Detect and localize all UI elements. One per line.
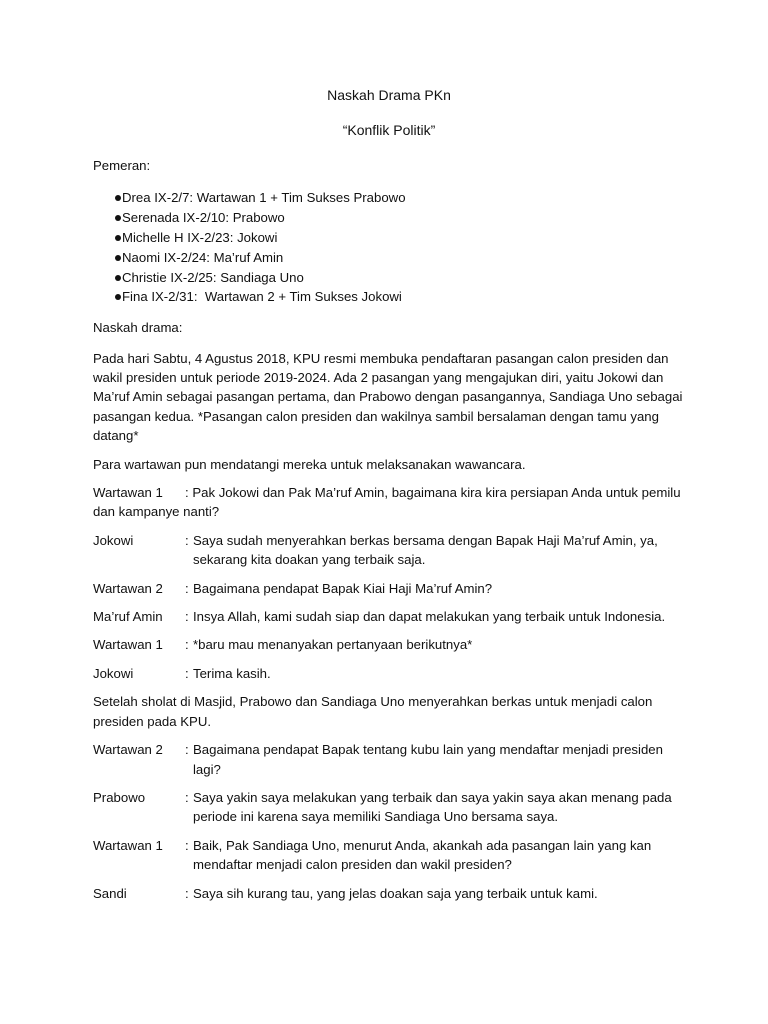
bullet-icon: [115, 195, 121, 201]
dialogue-entry: [93, 531, 685, 570]
speaker-name: Prabowo: [93, 789, 146, 805]
bullet-icon: [115, 275, 121, 281]
document-title: Naskah Drama PKn: [327, 87, 451, 103]
dialogue-line: : *baru mau menanyakan pertanyaan berikutnya*: [185, 635, 685, 654]
dialogue-entry: [93, 836, 685, 875]
dialogue-line: : Saya yakin saya melakukan yang terbaik dan saya yakin saya akan menang pada periode ini karena saya memiliki Sandiaga Uno bersama saya.: [185, 788, 685, 827]
speaker-name: Jokowi: [93, 532, 134, 548]
dialogue-entry: [93, 635, 685, 654]
dialogue-entry: [93, 483, 685, 522]
cast-item: Serenada IX-2/10: Prabowo: [93, 208, 685, 228]
dialogue-entry: [93, 607, 685, 626]
intro-paragraph: Pada hari Sabtu, 4 Agustus 2018, KPU resmi membuka pendaftaran pasangan calon presiden dan wakil presiden untuk periode 2019-2024. Ada 2 pasangan yang mengajukan diri, yaitu Jokowi dan Ma’ruf Amin sebagai pasangan pertama, dan Prabowo dengan pasangannya, Sandiaga Uno sebagai pasangan kedua. *Pasangan calon presiden dan wakilnya sambil bersalaman dengan tamu yang datang*: [93, 350, 683, 444]
dialogue-line: : Bagaimana pendapat Bapak Kiai Haji Ma’ruf Amin?: [185, 579, 685, 598]
dialogue-line: : Bagaimana pendapat Bapak tentang kubu lain yang mendaftar menjadi presiden lagi?: [185, 740, 685, 779]
narration-paragraph: Para wartawan pun mendatangi mereka untuk melaksanakan wawancara.: [93, 456, 526, 472]
dialogue-line: Pak Jokowi dan Pak Ma’ruf Amin, bagaimana kira kira persiapan Anda untuk pemilu dan kampanye nanti?: [93, 485, 681, 520]
dialogue-line: : Saya sih kurang tau, yang jelas doakan saja yang terbaik untuk kami.: [185, 884, 685, 903]
dialogue-entry: [93, 740, 685, 779]
dialogue-entry: [93, 664, 685, 683]
dialogue-entry: [93, 579, 685, 598]
cast-item: Christie IX-2/25: Sandiaga Uno: [93, 268, 685, 288]
script-label: Naskah drama:: [93, 320, 183, 336]
bullet-icon: [115, 255, 121, 261]
speaker-name: Jokowi: [93, 665, 134, 681]
dialogue-line: : Terima kasih.: [185, 664, 685, 683]
speaker-name: Wartawan 1: [93, 837, 163, 853]
speaker-name: Wartawan 1: [93, 637, 163, 653]
dialogue-line: : Saya sudah menyerahkan berkas bersama dengan Bapak Haji Ma’ruf Amin, ya, sekarang kita doakan yang terbaik saja.: [185, 531, 685, 570]
speaker-name: Sandi: [93, 885, 127, 901]
speaker-name: Wartawan 2: [93, 580, 163, 596]
speaker-name: Wartawan 1: [93, 485, 163, 501]
cast-item: Drea IX-2/7: Wartawan 1 + Tim Sukses Prabowo: [93, 188, 685, 208]
dialogue-line: : Baik, Pak Sandiaga Uno, menurut Anda, akankah ada pasangan lain yang kan mendaftar menjadi calon presiden dan wakil presiden?: [185, 836, 685, 875]
cast-item: Naomi IX-2/24: Ma’ruf Amin: [93, 248, 685, 268]
bullet-icon: [115, 215, 121, 221]
bullet-icon: [115, 235, 121, 241]
document-subtitle: “Konflik Politik”: [342, 122, 436, 138]
speaker-name: Ma’ruf Amin: [93, 609, 163, 625]
dialogue-line: : Insya Allah, kami sudah siap dan dapat melakukan yang terbaik untuk Indonesia.: [185, 607, 685, 626]
cast-item: Michelle H IX-2/23: Jokowi: [93, 228, 685, 248]
cast-item: Fina IX-2/31: Wartawan 2 + Tim Sukses Jokowi: [93, 287, 685, 307]
cast-label: Pemeran:: [93, 158, 151, 173]
bullet-icon: [115, 294, 121, 300]
dialogue-entry: [93, 788, 685, 827]
speaker-name: Wartawan 2: [93, 742, 163, 758]
cast-list: [93, 188, 685, 307]
dialogue-entry: [93, 884, 685, 903]
narration-paragraph: Setelah sholat di Masjid, Prabowo dan Sandiaga Uno menyerahkan berkas untuk menjadi calon presiden pada KPU.: [93, 694, 653, 729]
dialogue-colon: :: [185, 485, 193, 501]
document-body: [93, 86, 685, 903]
